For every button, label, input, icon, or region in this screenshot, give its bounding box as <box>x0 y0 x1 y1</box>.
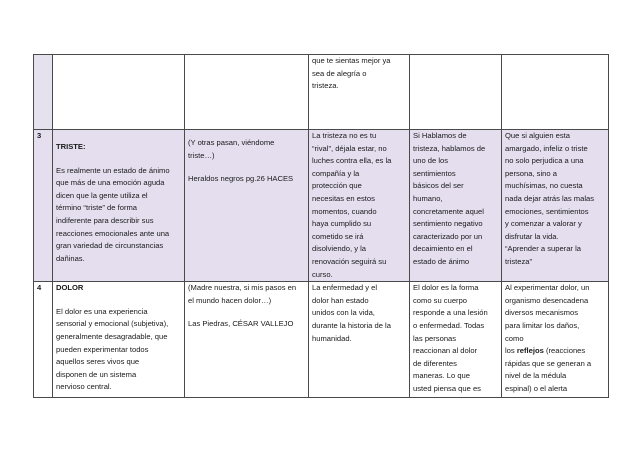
text-line: pueden experimentar todos <box>56 344 149 354</box>
text-line: El dolor es una experiencia <box>56 306 148 316</box>
text-line: uno de los <box>413 156 449 166</box>
text-line: Es realmente un estado de ánimo <box>56 165 170 175</box>
text-line: que más de una emoción aguda <box>56 178 165 188</box>
text-line: “Aprender a superar la <box>505 244 581 254</box>
meaning-cell <box>410 55 502 130</box>
concept-cell <box>53 130 185 282</box>
text-line: renovación seguirá su <box>312 256 387 266</box>
text-line: cometido se irá <box>312 231 364 241</box>
text-line: de diferentes <box>413 358 457 368</box>
text-line: unidos con la vida, <box>312 308 375 318</box>
row-number-cell <box>34 55 53 130</box>
text-line: maneras. Lo que <box>413 371 470 381</box>
text-line: usted piensa que es <box>413 383 481 393</box>
text-line: El dolor es la forma <box>413 283 479 293</box>
text-line: término “triste” de forma <box>56 203 138 213</box>
poem-cell <box>185 55 309 130</box>
poem-source: Heraldos negros pg.26 HACES <box>188 174 294 184</box>
text-line: tristeza, hablamos de <box>413 143 486 153</box>
concept-title: DOLOR <box>56 283 84 293</box>
concept-cell <box>53 282 185 398</box>
opinion-cell <box>502 282 609 398</box>
reflection-cell <box>309 130 410 282</box>
poem-line: (Y otras pasan, viéndome <box>188 138 275 147</box>
meaning-cell <box>410 282 502 398</box>
table-row <box>34 282 609 398</box>
text-line: persona, sino a <box>505 168 557 178</box>
text-line: protección que <box>312 181 362 191</box>
text-line: generalmente desagradable, que <box>56 331 168 341</box>
text-line: emociones, sentimientos <box>505 206 589 216</box>
text-line: curso. <box>312 269 333 279</box>
text-line: sentimientos <box>413 168 456 178</box>
text-line: La enfermedad y el <box>312 283 378 293</box>
text-line: reacciones emocionales ante una <box>56 228 170 238</box>
text-line: estado de ánimo <box>413 256 470 266</box>
text-line: diversos mecanismos <box>505 308 579 318</box>
poem-source: Las Piedras, CÉSAR VALLEJO <box>188 319 294 329</box>
text-line: dolor han estado <box>312 295 369 305</box>
text-line: reaccionan al dolor <box>413 346 478 356</box>
text-line: humano, <box>413 193 443 203</box>
poem-line: el mundo hacen dolor…) <box>188 295 272 305</box>
text-line: organismo desencadena <box>505 295 589 305</box>
reflection-cell <box>309 282 410 398</box>
text-line: sentimiento negativo <box>413 219 483 229</box>
text-line: rápidas que se generan a <box>505 358 592 368</box>
row-number-cell: 3 <box>34 130 53 282</box>
text-line: concretamente aquel <box>413 206 484 216</box>
text-line: disponen de un sistema <box>56 369 137 379</box>
poem-cell <box>185 282 309 398</box>
text-line: “rival”, déjala estar, no <box>312 143 387 153</box>
text-line: no solo perjudica a una <box>505 156 584 166</box>
text-line: y comenzar a valorar y <box>505 219 582 229</box>
text-segment: los <box>505 346 517 356</box>
bold-term: reflejos <box>516 346 544 356</box>
concept-cell <box>53 55 185 130</box>
reflection-cell <box>309 55 410 130</box>
text-line: haya cumplido su <box>312 219 372 229</box>
text-line: disfrutar la vida. <box>505 231 559 241</box>
text-line: caracterizado por un <box>413 231 483 241</box>
text-line: Al experimentar dolor, un <box>505 283 590 293</box>
text-line: Si Hablamos de <box>413 131 467 140</box>
text-line: nivel de la médula <box>505 371 567 381</box>
text-line: espinal) o el alerta <box>505 383 568 393</box>
text-line: como <box>505 333 524 343</box>
text-line: las personas <box>413 333 457 343</box>
text-line: dicen que la gente utiliza el <box>56 190 148 200</box>
opinion-cell <box>502 130 609 282</box>
text-line: tristeza. <box>312 81 339 91</box>
concept-title: TRISTE: <box>56 142 86 151</box>
text-line: disolviendo, y la <box>312 244 367 254</box>
text-line: indiferente para describir sus <box>56 215 154 225</box>
text-line: muchísimas, no cuesta <box>505 181 583 191</box>
text-line: nervioso central. <box>56 382 112 392</box>
poem-line: (Madre nuestra, si mis pasos en <box>188 283 297 293</box>
text-line: para limitar los daños, <box>505 320 580 330</box>
text-line: amargado, infeliz o triste <box>505 143 588 153</box>
poem-line: triste…) <box>188 150 215 160</box>
text-line: momentos, cuando <box>312 206 377 216</box>
text-line: dañinas. <box>56 253 85 263</box>
row-number-cell: 4 <box>34 282 53 398</box>
text-line: luches contra ella, es la <box>312 156 392 166</box>
text-line: aquellos seres vivos que <box>56 357 140 367</box>
table-row <box>34 130 609 282</box>
opinion-cell <box>502 55 609 130</box>
text-line: sensorial y emocional (subjetiva), <box>56 319 169 329</box>
text-line: gran variedad de circunstancias <box>56 241 164 251</box>
text-line: nada dejar atrás las malas <box>505 193 595 203</box>
text-line: Que si alguien esta <box>505 131 571 140</box>
text-segment: (reacciones <box>543 346 586 356</box>
text-line: como su cuerpo <box>413 295 468 305</box>
text-line: básicos del ser <box>413 181 464 191</box>
emotions-table <box>33 54 609 398</box>
text-line: que te sientas mejor ya <box>312 56 391 65</box>
text-line: decaimiento en el <box>413 244 473 254</box>
text-line: compañía y la <box>312 168 360 178</box>
poem-cell <box>185 130 309 282</box>
text-line: responde a una lesión <box>413 308 488 318</box>
text-line-reflejos <box>505 345 605 358</box>
meaning-cell <box>410 130 502 282</box>
text-line: durante la historia de la <box>312 320 391 330</box>
table-row <box>34 55 609 130</box>
text-line: o enfermedad. Todas <box>413 320 485 330</box>
text-line: tristeza” <box>505 256 533 266</box>
text-line: necesitas en estos <box>312 193 375 203</box>
text-line: La tristeza no es tu <box>312 131 377 140</box>
text-line: humanidad. <box>312 333 352 343</box>
text-line: sea de alegría o <box>312 68 367 78</box>
